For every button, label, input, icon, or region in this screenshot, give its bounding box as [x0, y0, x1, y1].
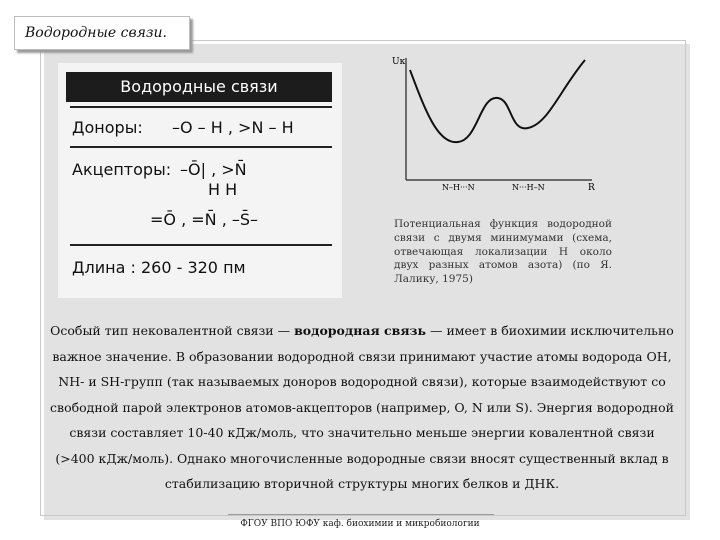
table-divider: [70, 106, 332, 108]
potential-curve: [410, 60, 585, 142]
tick-label-2: N···H–N: [512, 183, 545, 192]
potential-graph: [380, 50, 610, 200]
table-header: Водородные связи: [66, 72, 332, 102]
acceptors-row2: =Ō , =N̄ , –S̄–: [150, 210, 259, 229]
donors-value: –O – H , >N – H: [172, 118, 294, 137]
footer-line: [228, 514, 494, 515]
footer: ФГОУ ВПО ЮФУ каф. биохимии и микробиологии: [240, 519, 480, 529]
paragraph-part1: Особый тип нековалентной связи —: [50, 323, 295, 338]
acceptors-label: Акцепторы:: [72, 160, 172, 179]
paragraph-bold: водородная связь: [294, 323, 427, 338]
slide-title: Водородные связи.: [14, 16, 190, 50]
table-divider: [70, 244, 332, 246]
tick-label-1: N–H···N: [442, 183, 475, 192]
body-paragraph: [50, 318, 674, 497]
donors-label: Доноры:: [72, 118, 143, 137]
paragraph-part2: — имеет в биохимии исключительно важное значение. В образовании водородной связи принимают участие атомы водорода OH, NH- и SH-групп (так называемых доноров водородной связи), которые взаимодействуют со свободной парой электронов атомов-акцепторов (например, O, N или S). Энергия водородной связи составляет 10-40 кДж/моль, что значительно меньше энергии ковалентной связи (>400 кДж/моль). Однако многочисленные водородные связи вносят существенный вклад в стабилизацию вторичной структуры многих белков и ДНК.: [50, 323, 674, 491]
table-divider: [70, 146, 332, 148]
acceptors-row1: –Ō| , >N̄: [180, 160, 247, 179]
graph-caption: Потенциальная функция водородной связи с двумя минимумами (схема, отвечающая локализации Н около двух разных атомов азота) (по Я. Лалику, 1975): [394, 218, 612, 286]
acceptors-row1-sub: H H: [208, 180, 238, 199]
y-axis-label: Uк: [392, 57, 406, 67]
bond-length: Длина : 260 - 320 пм: [72, 258, 246, 277]
x-axis-label: R: [588, 183, 595, 193]
